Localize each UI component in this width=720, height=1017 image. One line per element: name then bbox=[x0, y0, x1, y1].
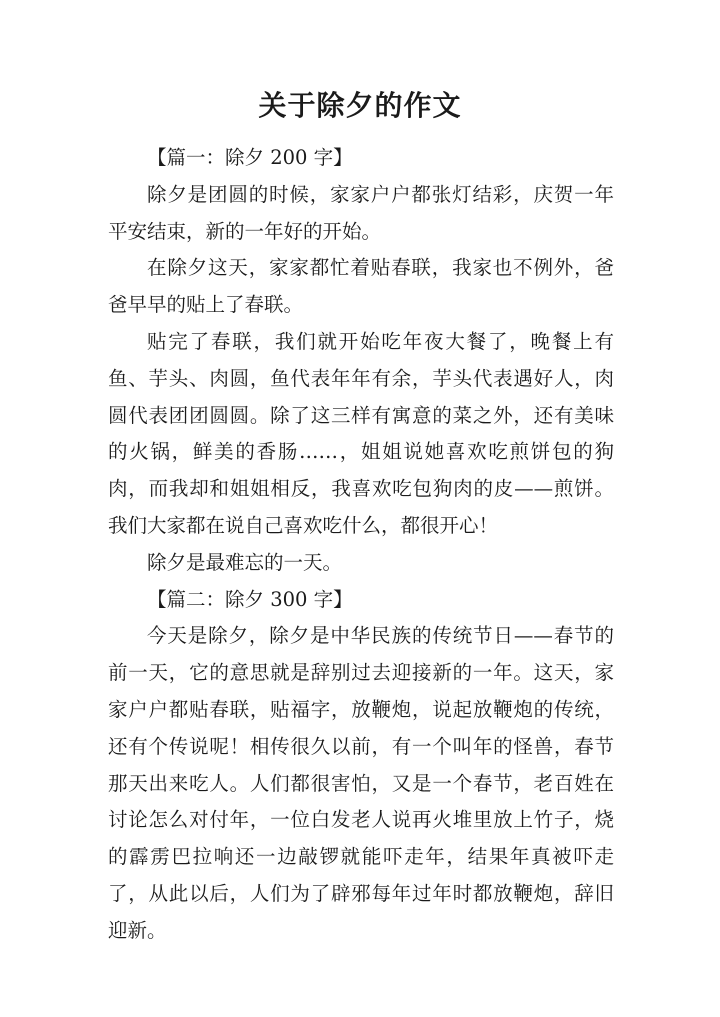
document-title: 关于除夕的作文 bbox=[258, 89, 462, 122]
paragraph: 除夕是最难忘的一天。 bbox=[147, 550, 343, 574]
paragraph: 除夕是团圆的时候，家家户户都张灯结彩，庆贺一年平安结束，新的一年好的开始。 bbox=[108, 182, 614, 243]
paragraph: 在除夕这天，家家都忙着贴春联，我家也不例外，爸爸早早的贴上了春联。 bbox=[108, 256, 614, 317]
section-heading-1: 【篇一：除夕 200 字】 bbox=[147, 146, 353, 169]
paragraph: 贴完了春联，我们就开始吃年夜大餐了，晚餐上有鱼、芋头、肉圆，鱼代表年年有余，芋头代表遇好人，肉圆代表团团圆圆。除了这三样有寓意的菜之外，还有美味的火锅，鲜美的香肠……，姐姐说她喜欢吃煎饼包的狗肉，而我却和姐姐相反，我喜欢吃包狗肉的皮——煎饼。我们大家都在说自己喜欢吃什么，都很开心！ bbox=[108, 329, 614, 537]
document-body bbox=[108, 140, 614, 950]
paragraph: 今天是除夕，除夕是中华民族的传统节日——春节的前一天，它的意思就是辞别过去迎接新的一年。这天，家家户户都贴春联，贴福字，放鞭炮，说起放鞭炮的传统，还有个传说呢！相传很久以前，有一个叫年的怪兽，春节那天出来吃人。人们都很害怕，又是一个春节，老百姓在讨论怎么对付年，一位白发老人说再火堆里放上竹子，烧的霹雳巴拉响还一边敲锣就能吓走年，结果年真被吓走了，从此以后，人们为了辟邪每年过年时都放鞭炮，辞旧迎新。 bbox=[108, 624, 614, 942]
section-heading-2: 【篇二：除夕 300 字】 bbox=[147, 587, 353, 611]
